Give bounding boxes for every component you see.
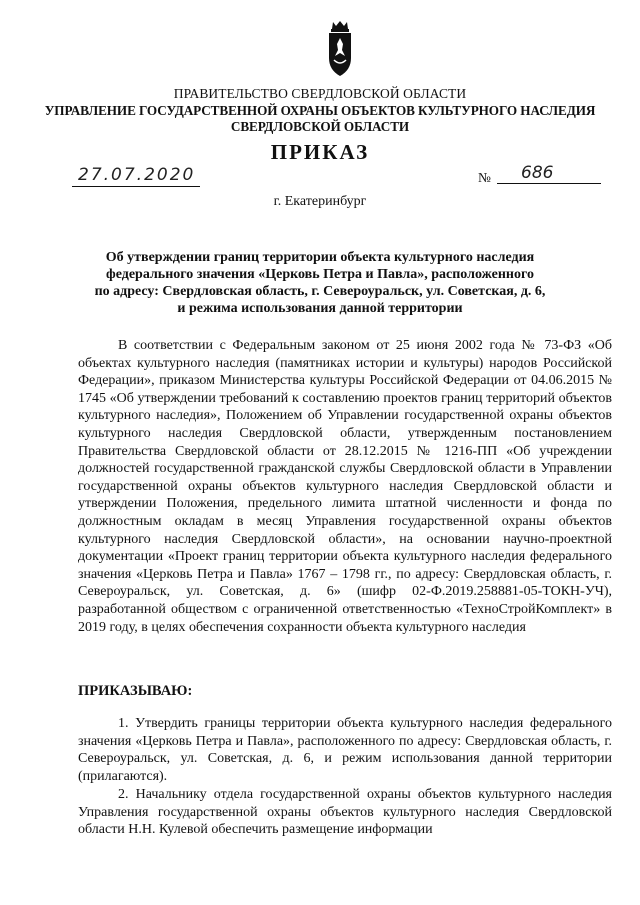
order-item: 2. Начальнику отдела государственной охраны объектов культурного наследия Управления государственной охраны объектов культурного наследия Свердловской области Н.Н. Кулевой обеспечить размещение информации [78, 787, 612, 838]
command-heading: ПРИКАЗЫВАЮ: [78, 683, 193, 699]
order-date: 27.07.2020 [72, 164, 200, 187]
title-line: федерального значения «Церковь Петра и Павла», расположенного [106, 267, 534, 282]
preamble-paragraph: В соответствии с Федеральным законом от 25 июня 2002 года № 73-ФЗ «Об объектах культурного наследия (памятниках истории и культуры) народов Российской Федерации», приказом Министерства культуры Российской Федерации от 04.06.2015 № 1745 «Об утверждении требований к составлению проектов границ территорий объектов культурного наследия», Положением об Управлении государственной охраны объектов культурного наследия Свердловской области, утвержденным постановлением Правительства Свердловской области от 28.12.2015 № 1216-ПП «Об учреждении должностей государственной гражданской службы Свердловской области в Управлении государственной охраны объектов культурного наследия Свердловской области и утверждении Положения, предельного лимита штатной численности и фонда по должностным окладам в месяц Управления государственной охраны объектов культурного наследия Свердловской области», на основании научно-проектной документации «Проект границ территории объекта культурного наследия федерального значения «Церковь Петра и Павла» 1767 – 1798 гг., по адресу: Свердловская область, г. Североуральск, ул. Советская, д. 6» (шифр 02-Ф.2019.258881-05-ТОКН-УЧ), разработанной обществом с ограниченной ответственностью «ТехноСтройКомплект» в 2019 году, в целях обеспечения сохранности объекта культурного наследия [78, 338, 612, 635]
title-line: по адресу: Свердловская область, г. Североуральск, ул. Советская, д. 6, [94, 284, 546, 299]
department-name [0, 103, 640, 135]
department-line: СВЕРДЛОВСКОЙ ОБЛАСТИ [230, 119, 410, 134]
city: г. Екатеринбург [273, 194, 367, 209]
order-item: 1. Утвердить границы территории объекта культурного наследия федерального значения «Церковь Петра и Павла», расположенного по адресу: Свердловская область, г. Североуральск, ул. Советская, д. 6, и режим использования данной территории (прилагаются). [78, 716, 612, 784]
item-section [78, 786, 612, 839]
number-label: № [478, 170, 491, 185]
document-type: ПРИКАЗ [270, 140, 370, 164]
coat-of-arms-icon [323, 20, 357, 78]
title-line: Об утверждении границ территории объекта культурного наследия [105, 250, 535, 265]
government-name: ПРАВИТЕЛЬСТВО СВЕРДЛОВСКОЙ ОБЛАСТИ [173, 86, 467, 101]
item-section [78, 715, 612, 785]
order-number: 686 [497, 162, 601, 184]
preamble-section [78, 337, 612, 636]
order-title [0, 249, 640, 317]
department-line: УПРАВЛЕНИЕ ГОСУДАРСТВЕННОЙ ОХРАНЫ ОБЪЕКТОВ КУЛЬТУРНОГО НАСЛЕДИЯ [44, 103, 596, 118]
title-line: и режима использования данной территории [177, 301, 463, 316]
